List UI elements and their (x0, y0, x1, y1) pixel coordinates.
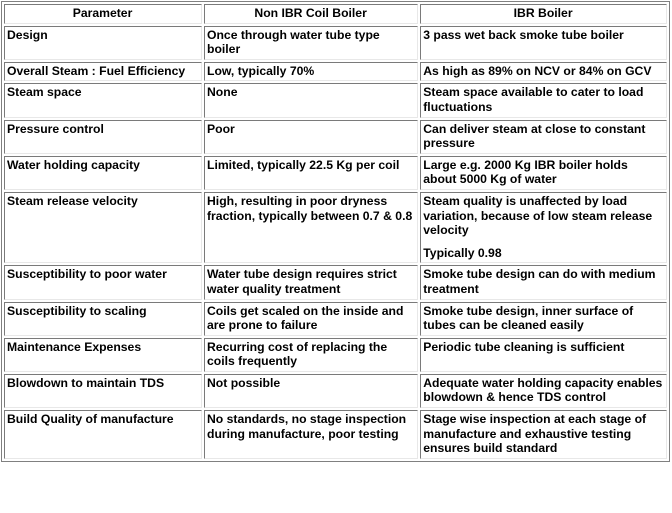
table-header (4, 4, 667, 24)
table-body (4, 26, 667, 459)
boiler-comparison-table (1, 1, 670, 462)
row-parameter: Water holding capacity (4, 156, 202, 190)
row-parameter: Design (4, 26, 202, 60)
row-non-ibr: No standards, no stage inspection during manufacture, poor testing (204, 410, 418, 459)
row-non-ibr: None (204, 83, 418, 117)
table-row (4, 156, 667, 190)
table-row (4, 374, 667, 408)
row-ibr-cell (420, 192, 667, 263)
row-parameter: Blowdown to maintain TDS (4, 374, 202, 408)
row-non-ibr: Water tube design requires strict water quality treatment (204, 265, 418, 299)
header-parameter: Parameter (4, 4, 202, 24)
table-row (4, 338, 667, 372)
row-ibr: Periodic tube cleaning is sufficient (420, 338, 667, 372)
row-non-ibr: Limited, typically 22.5 Kg per coil (204, 156, 418, 190)
row-ibr: 3 pass wet back smoke tube boiler (420, 26, 667, 60)
row-ibr-note: Typically 0.98 (423, 245, 502, 260)
table-row (4, 192, 667, 263)
row-ibr: Stage wise inspection at each stage of manufacture and exhaustive testing ensures build standard (420, 410, 667, 459)
comparison-table-container (1, 1, 671, 509)
table-row (4, 302, 667, 336)
row-non-ibr: Low, typically 70% (204, 62, 418, 82)
row-ibr: Steam quality is unaffected by load variation, because of low steam release velocity (423, 193, 653, 238)
row-ibr: As high as 89% on NCV or 84% on GCV (420, 62, 667, 82)
header-non-ibr: Non IBR Coil Boiler (204, 4, 418, 24)
table-row (4, 62, 667, 82)
row-ibr: Smoke tube design can do with medium treatment (420, 265, 667, 299)
row-parameter: Susceptibility to scaling (4, 302, 202, 336)
table-row (4, 83, 667, 117)
row-ibr: Adequate water holding capacity enables blowdown & hence TDS control (420, 374, 667, 408)
table-row (4, 120, 667, 154)
row-parameter: Susceptibility to poor water (4, 265, 202, 299)
row-parameter: Steam release velocity (4, 192, 202, 263)
header-row (4, 4, 667, 24)
table-row (4, 26, 667, 60)
row-non-ibr: Coils get scaled on the inside and are prone to failure (204, 302, 418, 336)
row-ibr: Smoke tube design, inner surface of tubes can be cleaned easily (420, 302, 667, 336)
row-ibr: Can deliver steam at close to constant pressure (420, 120, 667, 154)
row-non-ibr: Once through water tube type boiler (204, 26, 418, 60)
row-parameter: Overall Steam : Fuel Efficiency (4, 62, 202, 82)
row-non-ibr: Recurring cost of replacing the coils frequently (204, 338, 418, 372)
row-ibr: Large e.g. 2000 Kg IBR boiler holds about 5000 Kg of water (420, 156, 667, 190)
row-parameter: Pressure control (4, 120, 202, 154)
row-parameter: Steam space (4, 83, 202, 117)
row-ibr: Steam space available to cater to load fluctuations (420, 83, 667, 117)
row-parameter: Build Quality of manufacture (4, 410, 202, 459)
row-parameter: Maintenance Expenses (4, 338, 202, 372)
table-row (4, 265, 667, 299)
row-non-ibr: High, resulting in poor dryness fraction, typically between 0.7 & 0.8 (204, 192, 418, 263)
row-non-ibr: Poor (204, 120, 418, 154)
header-ibr: IBR Boiler (420, 4, 667, 24)
row-non-ibr: Not possible (204, 374, 418, 408)
table-row (4, 410, 667, 459)
